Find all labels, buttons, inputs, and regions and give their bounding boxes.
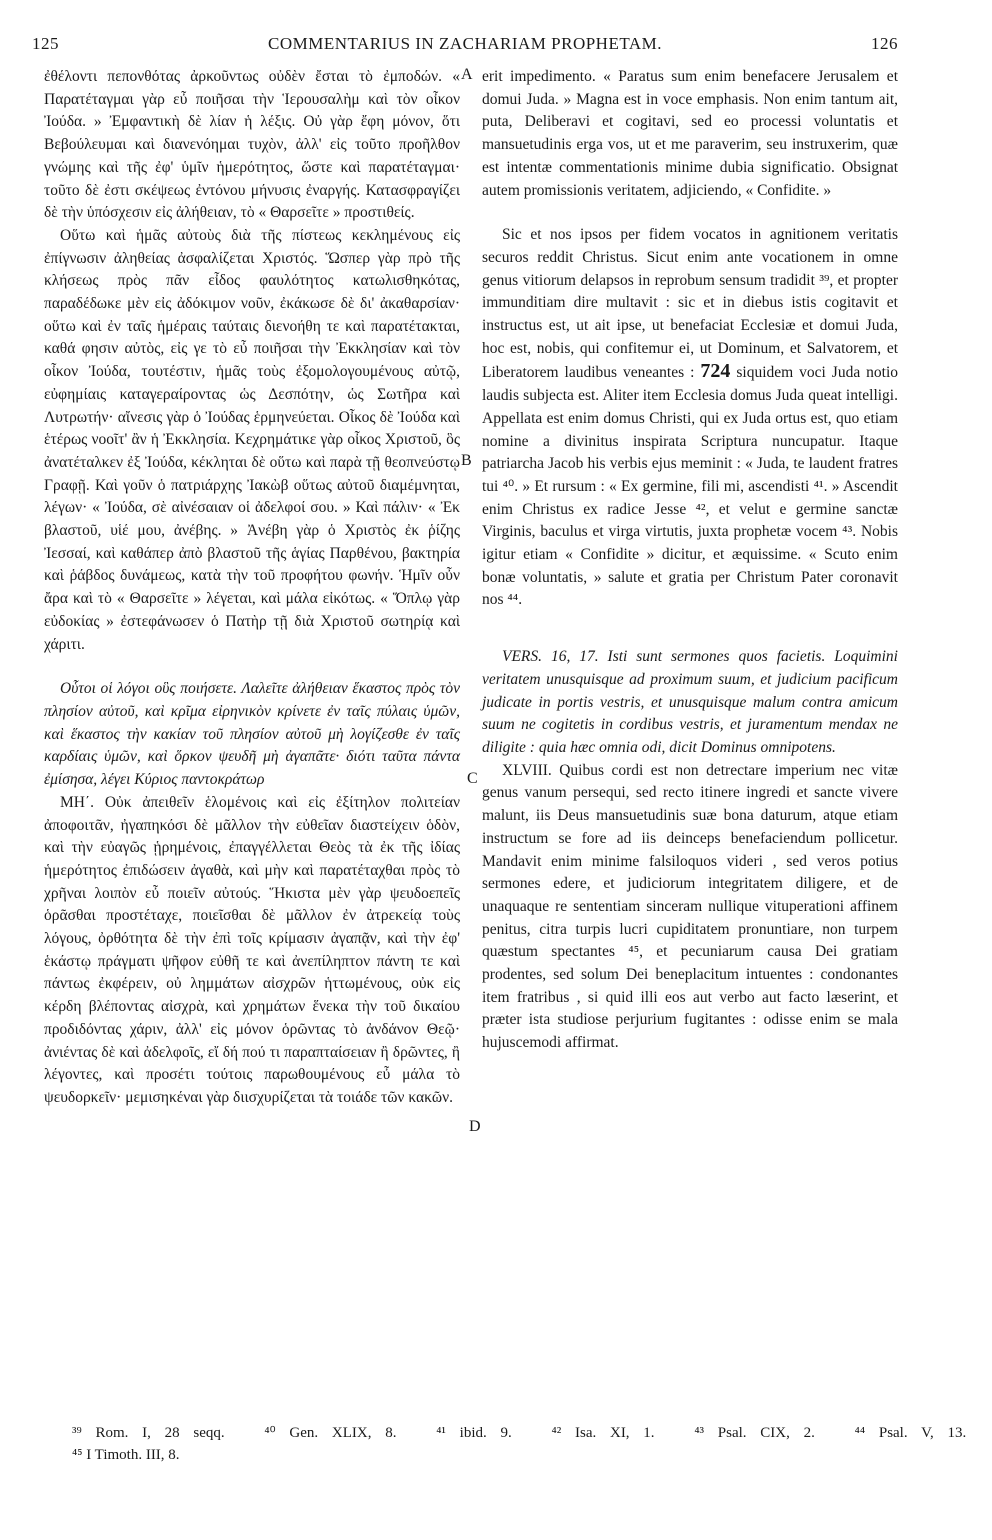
footnote-41: ⁴¹ ibid. 9.	[436, 1425, 512, 1441]
margin-letter-d: D	[469, 1118, 481, 1135]
footnote-43: ⁴³ Psal. CIX, 2.	[694, 1425, 815, 1441]
footnote-40: ⁴⁰ Gen. XLIX, 8.	[264, 1425, 397, 1441]
page-number-right: 126	[871, 34, 898, 53]
footnote-42: ⁴² Isa. XI, 1.	[551, 1425, 655, 1441]
latin-paragraph-2	[482, 224, 898, 612]
footnote-39: ³⁹ Rom. I, 28 seqq.	[72, 1425, 225, 1441]
latin-verse: VERS. 16, 17. Isti sunt sermones quos facietis. Loquimini veritatem unusquisque ad proximum suum, et judicium pacificum judicate in portis vestris, et unusquisque malum contra amicum suum ne cogitetis in cordibus vestris, et juramentum mendax ne diligite : quia hæc omnia odi, dicit Dominus omnipotens.	[482, 648, 898, 756]
greek-column	[44, 66, 460, 1110]
page-number-left: 125	[32, 34, 59, 53]
greek-paragraph-3: ΜΗ΄. Οὐκ ἀπειθεῖν ἑλομένοις καὶ εἰς ἐξίτηλον πολιτείαν ἀποφοιτᾶν, ἠγαπηκόσι δὲ μᾶλλον τὴν εὐθεῖαν διαστείχειν ὁδὸν, καὶ τὴν εὐαγῶς ᾑρημένοις, ἐπαγγέλλεται Θεὸς τὰ ἐκ τῆς ἰδίας ἡμερότητος ἐπιδώσειν ἀγαθὰ, καὶ μὴν καὶ παρατέταχθαι πρὸς τὸ χρῆναι λοιπὸν εὖ ποιεῖν αὐτούς. Ἥκιστα μὲν γὰρ ψευδοεπεῖς ὁρᾶσθαι προστέταχε, ποιεῖσθαι δὲ μᾶλλον ἐν ἀτρεκείᾳ τοὺς λόγους, ὀρθότητα δὲ τὴν ἐπὶ τοῖς κρίμασιν ἀγαπᾷν, καὶ τὴν ἐφ' ἑκάστῳ πράγματι ψῆφον εὐθῆ τε καὶ ἀνεπίληπτον πάντη τε καὶ πάντως ἐκφέρειν, οὐ λημμάτων αἰσχρῶν ἡττωμένους, οὐκ εἰς κέρδη βλέποντας αἰσχρὰ, καὶ χρημάτων ἕνεκα τὴν τοῦ δικαίου προδιδόντας χάριν, ἀλλ' εἰς μόνον ὁρῶντας τὸ ἀνδάνον Θεῷ· ἀνιέντας δὲ καὶ ἀδελφοῖς, εἴ δή πού τι παραπταίσειαν ἢ δρῶντες, ἢ λέγοντες, καὶ προσέτι τούτοις παρωθουμένους εὖ μάλα τὸ ψευδορκεῖν· μεμισηκέναι γὰρ διισχυρίζεται τὰ τοιάδε τῶν κακῶν.	[44, 793, 460, 1106]
greek-verse: Οὗτοι οἱ λόγοι οὓς ποιήσετε. Λαλεῖτε ἀλήθειαν ἕκαστος πρὸς τὸν πλησίον αὐτοῦ, καὶ κρῖμα εἰρηνικὸν κρίνετε ἐν ταῖς πύλαις ὑμῶν, καὶ ἕκαστος τὴν κακίαν τοῦ πλησίον αὐτοῦ μὴ λογίζεσθε ἐν ταῖς καρδίαις ὑμῶν, καὶ ὅρκον ψευδῆ μὴ ἀγαπᾶτε· διότι ταῦτα πάντα ἐμίσησα, λέγει Κύριος παντοκράτωρ	[44, 680, 460, 789]
running-header	[32, 34, 898, 56]
latin-paragraph-2-part-a: Sic et nos ipsos per fidem vocatos in agnitionem veritatis securos reddit Christus. Sicut enim ante vocationem in omne genus vitiorum delapsos in reprobum sensum tradidit ³⁹, et propter immunditiam dire multavit : sic et in diebus istis cogitavit et instructus est, ut ait ipse, ut benefaciat Ecclesiæ et domui Juda, hoc est, nobis, qui confitemur ei, ut Dominum, et Salvatorem, et Liberatorem laudibus veneantes :	[482, 226, 898, 382]
footnote-44: ⁴⁴ Psal. V, 13.	[854, 1425, 967, 1441]
running-title: COMMENTARIUS IN ZACHARIAM PROPHETAM.	[267, 34, 663, 53]
column-number: 724	[700, 360, 731, 383]
latin-column	[482, 66, 898, 1055]
latin-paragraph-3: XLVIII. Quibus cordi est non detrectare imperium nec vitæ genus vanum persequi, sed recto itinere ingredi et sancte vivere malunt, iis Deus mansuetudinis suæ bona daturum, atque etiam instructum se fore ad iis deinceps benefaciendum pollicetur. Mandavit enim minime falsiloquos videri , sed veros potius sermones edere, et judiciorum integritatem diligere, et de unaquaque re sententiam sinceram nullique vituperationi affinem penitus, citra turpis lucri cupiditatem pronuntiare, non turpem quæstum spectantes ⁴⁵, et pecuniarum causa Dei gratiam prodentes, sed solum Dei beneplacitum intuentes : condonantes item fratribus , si quid illi eos aut verbo aut facto læserint, et præter ista studiose perjurium fugitantes : odisse enim se mala hujuscemodi affirmat.	[482, 761, 898, 1052]
latin-paragraph-2-part-b: siquidem voci Juda notio laudis subjecta est. Aliter item Ecclesia domus Juda queat intelligi. Appellata est enim domus Christi, qui ex Juda ortus est, quo etiam nomine a divinitus inspirata Scriptura nuncupatur. Itaque patriarcha Jacob his verbis ejus meminit : « Juda, te laudent fratres tui ⁴⁰. » Et rursum : « Ex germine, fili mi, ascendisti ⁴¹. » Ascendit enim Christus ex radice Jesse ⁴², et velut e germine sanctæ Virginis, baculus et virga virtutis, juxta prophetæ vocem ⁴³. Nobis igitur etiam « Confidite » dicitur, et æquissime. « Scuto enim bonæ voluntatis, » salute et gratia per Christum Pater coronavit nos ⁴⁴.	[482, 364, 899, 609]
greek-paragraph-1: ἐθέλοντι πεπονθότας ἀρκοῦντως οὐδὲν ἔσται τὸ ἐμποδών. « Παρατέταγμαι γὰρ εὖ ποιῆσαι τὴν Ἱερουσαλὴμ καὶ τὸν οἶκον Ἰούδα. » Ἐμφαντικὴ δὲ λίαν ἡ λέξις. Οὐ γὰρ ἔφη μόνον, ὅτι Βεβούλευμαι καὶ διανενόημαι τυχὸν, ἀλλ' εἰς τοῦτο προῆλθον γνώμης καὶ τῆς ἐφ' ὑμῖν ἡμερότητος, ὥστε καὶ παρατέταγμαι· τοῦτο δὲ ἐστι σκέψεως ἐντόνου μήνυσις ἐναργής. Κατασφραγίζει δὲ τὴν ὑπόσχεσιν εἰς ἀλήθειαν, τὸ « Θαρσεῖτε » προστιθείς.	[44, 68, 460, 222]
footnote-45: ⁴⁵ I Timoth. III, 8.	[72, 1447, 180, 1463]
footnotes	[72, 1422, 967, 1466]
margin-letter-a: A	[461, 66, 473, 83]
latin-paragraph-1: erit impedimento. « Paratus sum enim benefacere Jerusalem et domui Juda. » Magna est in voce emphasis. Non enim tantum ait, puta, Deliberavi et cogitavi, sed eo processi voluntatis et mansuetudinis erga vos, ut et me paraverim, seu instruxerim, quæ est intentæ commentationis minime dubia significatio. Obsignat autem promissionis veritatem, adjiciendo, « Confidite. »	[482, 68, 898, 199]
margin-letter-b: B	[461, 452, 472, 469]
greek-paragraph-2: Οὕτω καὶ ἡμᾶς αὐτοὺς διὰ τῆς πίστεως κεκλημένους εἰς ἐπίγνωσιν ἀληθείας ἀσφαλίζεται Χριστός. Ὥσπερ γὰρ πρὸ τῆς κλήσεως πρὸς πᾶν εἶδος φαυλότητος κατωλισθηκότας, παραδέδωκε μὲν εἰς ἀδόκιμον νοῦν, ἐκάκωσε δὲ δι' ἀκαθαρσίαν· οὕτω καὶ ἐν ταῖς ἡμέραις ταύταις διενοήθη τε καὶ παρατέτακται, καθά φησιν αὐτὸς, εἰς γε τὸ εὖ ποιῆσαι τὴν Ἐκκλησίαν καὶ τὸν οἶκον Ἰούδα, τουτέστιν, ἡμᾶς τοὺς ἐξομολογουμένους αὐτῷ, εὐφημίαις καταγεραίροντας ὡς Δεσπότην, ὡς Σωτῆρα καὶ Λυτρωτήν· αἴνεσις γὰρ ὁ Ἰούδας ἑρμηνεύεται. Οἶκος δὲ Ἰούδα καὶ ἑτέρως νοοῖτ' ἂν ἡ Ἐκκλησία. Κεχρημάτικε γὰρ οἶκος Χριστοῦ, ὃς ἀνατέταλκεν ἐξ Ἰούδα, κέκληται δὲ οὕτω καὶ παρὰ τῇ θεοπνεύστῳ Γραφῇ. Καὶ γοῦν ὁ πατριάρχης Ἰακὼβ οὕτως αὐτοῦ διαμέμνηται, λέγων· « Ἰούδα, σὲ αἰνέσαιαν οἱ ἀδελφοί σου. » Καὶ πάλιν· « Ἐκ βλαστοῦ, υἱέ μου, ἀνέβης. » Ἀνέβη γὰρ ὁ Χριστὸς ἐκ ῥίζης Ἰεσσαί, καὶ καθάπερ ἀπὸ βλαστοῦ τῆς ἁγίας Παρθένου, βακτηρία καὶ ῥάβδος δυνάμεως, κατὰ τὴν τοῦ προφήτου φωνήν. Ἡμῖν οὖν ἄρα καὶ τὸ « Θαρσεῖτε » λέγεται, καὶ μάλα εἰκότως. « Ὅπλῳ γὰρ εὐδοκίας » ἐστεφάνωσεν ὁ Πατὴρ τῇ διὰ Χριστοῦ σωτηρίᾳ καὶ χάριτι.	[44, 226, 460, 653]
margin-letter-c: C	[467, 770, 478, 787]
